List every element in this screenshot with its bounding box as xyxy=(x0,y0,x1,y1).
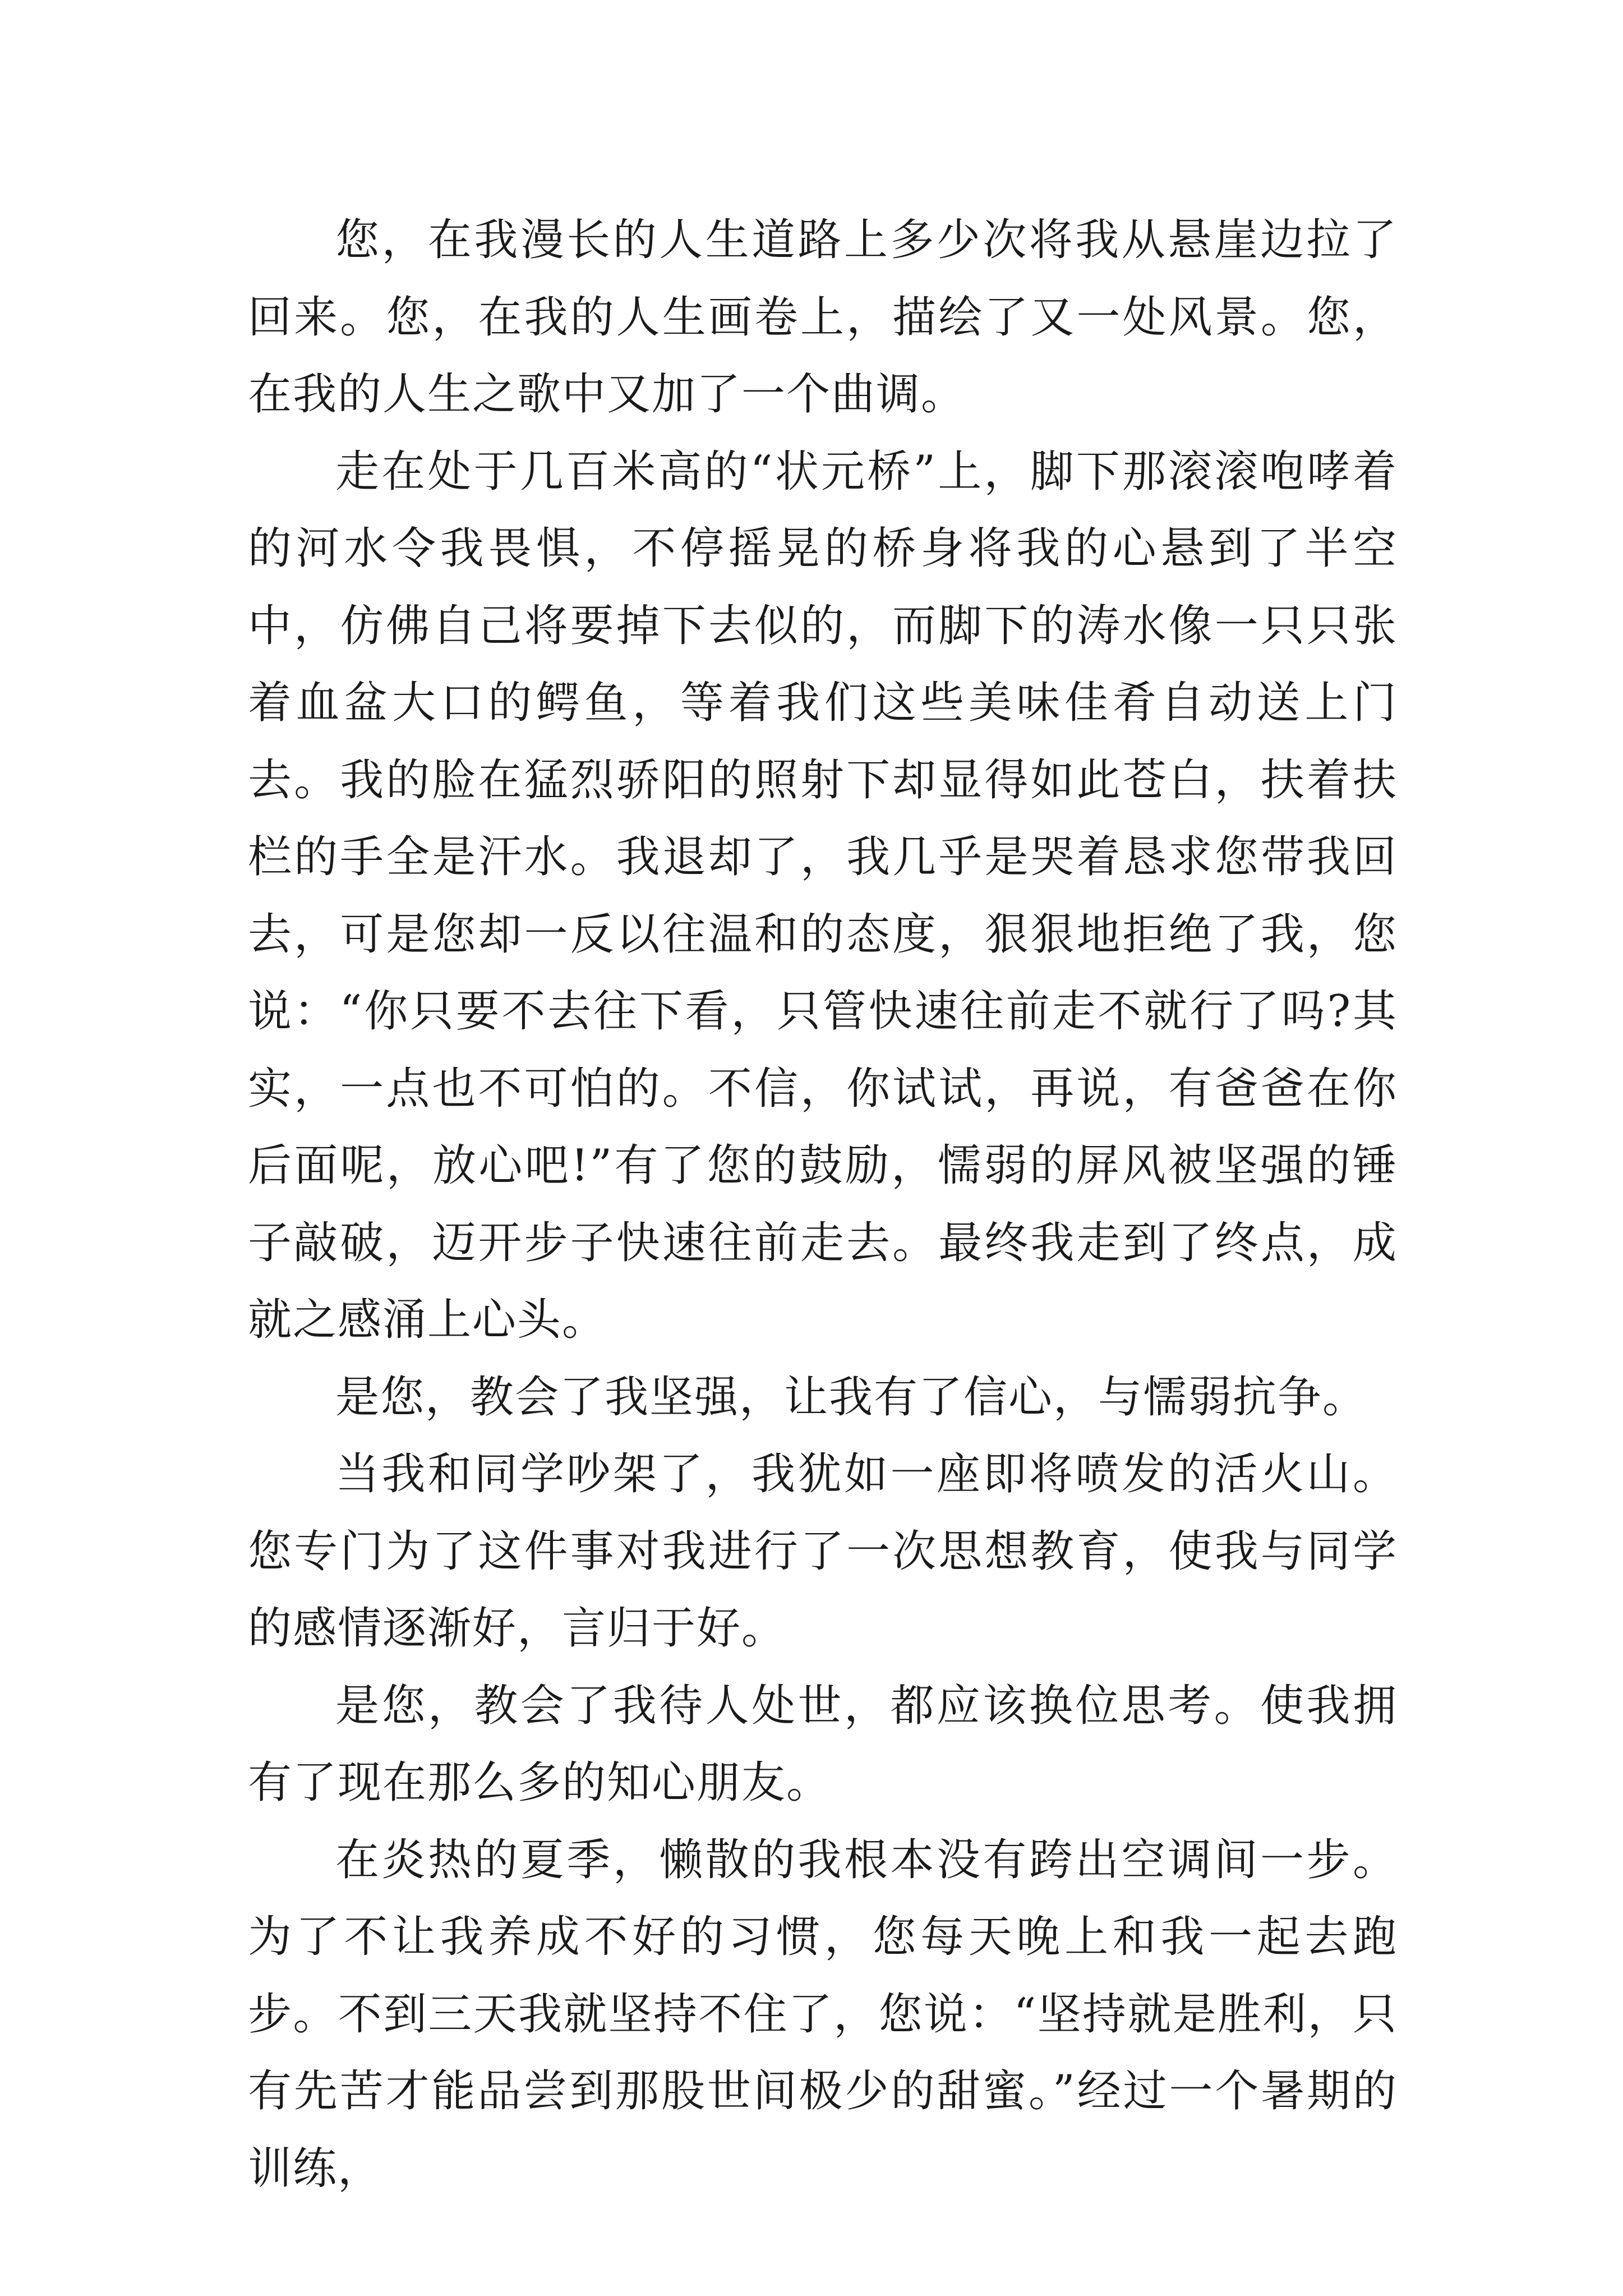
paragraph-4: 当我和同学吵架了，我犹如一座即将喷发的活火山。您专门为了这件事对我进行了一次思想教育，使我与同学的感情逐渐好，言归于好。 xyxy=(248,1449,1398,1654)
paragraph-5: 是您，教会了我待人处世，都应该换位思考。使我拥有了现在那么多的知心朋友。 xyxy=(248,1680,1398,1808)
document-body xyxy=(248,202,1398,2207)
paragraph-6: 在炎热的夏季，懒散的我根本没有跨出空调间一步。为了不让我养成不好的习惯，您每天晚上和我一起去跑步。不到三天我就坚持不住了，您说：“坚持就是胜利，只有先苦才能品尝到那股世间极少的甜蜜。”经过一个暑期的训练， xyxy=(248,1834,1398,2194)
paragraph-3: 是您，教会了我坚强，让我有了信心，与懦弱抗争。 xyxy=(335,1372,1368,1423)
paragraph-2: 走在处于几百米高的“状元桥”上，脚下那滚滚咆哮着的河水令我畏惧，不停摇晃的桥身将我的心悬到了半空中，仿佛自己将要掉下去似的，而脚下的涛水像一只只张着血盆大口的鳄鱼，等着我们这些美味佳肴自动送上门去。我的脸在猛烈骄阳的照射下却显得如此苍白，扶着扶栏的手全是汗水。我退却了，我几乎是哭着恳求您带我回去，可是您却一反以往温和的态度，狠狠地拒绝了我，您说：“你只要不去往下看，只管快速往前走不就行了吗?其实，一点也不可怕的。不信，你试试，再说，有爸爸在你后面呢，放心吧!”有了您的鼓励，懦弱的屏风被坚强的锤子敲破，迈开步子快速往前走去。最终我走到了终点，成就之感涌上心头。 xyxy=(248,446,1398,1345)
paragraph-1: 您，在我漫长的人生道路上多少次将我从悬崖边拉了回来。您，在我的人生画卷上，描绘了又一处风景。您，在我的人生之歌中又加了一个曲调。 xyxy=(248,215,1398,420)
